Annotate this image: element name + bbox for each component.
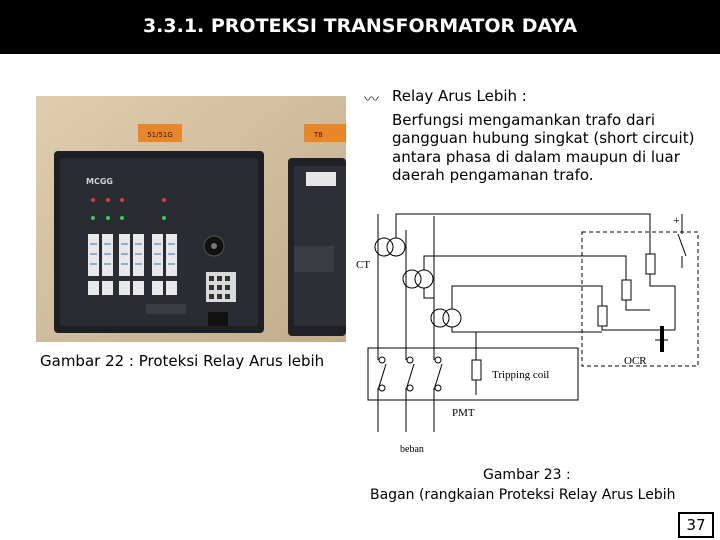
slide-title: 3.3.1. PROTEKSI TRANSFORMATOR DAYA — [142, 15, 578, 37]
figure-22-caption: Gambar 22 : Proteksi Relay Arus lebih — [40, 352, 325, 370]
relay-panel-photo — [36, 96, 346, 342]
relay-tag-right-text: T8 — [314, 131, 323, 139]
bullet-icon: 〰 — [364, 90, 380, 108]
page-number: 37 — [678, 512, 714, 538]
figure-23-caption-line1: Gambar 23 : — [483, 467, 571, 483]
ocr-circuit-diagram — [350, 210, 720, 470]
figure-23-caption-line2: Bagan (rangkaian Proteksi Relay Arus Lebih — [370, 487, 676, 503]
ocr-label: OCR — [624, 355, 647, 367]
tripping-coil-label: Tripping coil — [492, 369, 550, 381]
relay-device-label: MCGG — [86, 177, 113, 186]
pmt-label: PMT — [452, 407, 475, 419]
ct-label: CT — [356, 259, 371, 271]
relay-tag-right — [304, 124, 346, 142]
relay-body: Berfungsi mengamankan trafo dari gangguan hubung singkat (short circuit) antara phasa di dalam maupun di luar daerah pengamanan trafo. — [392, 110, 695, 184]
relay-description — [392, 87, 712, 185]
relay-tag-left-text: 51/51G — [147, 131, 173, 139]
relay-heading: Relay Arus Lebih : — [392, 87, 527, 105]
beban-label: beban — [400, 444, 424, 455]
plus-label: + — [673, 213, 680, 227]
